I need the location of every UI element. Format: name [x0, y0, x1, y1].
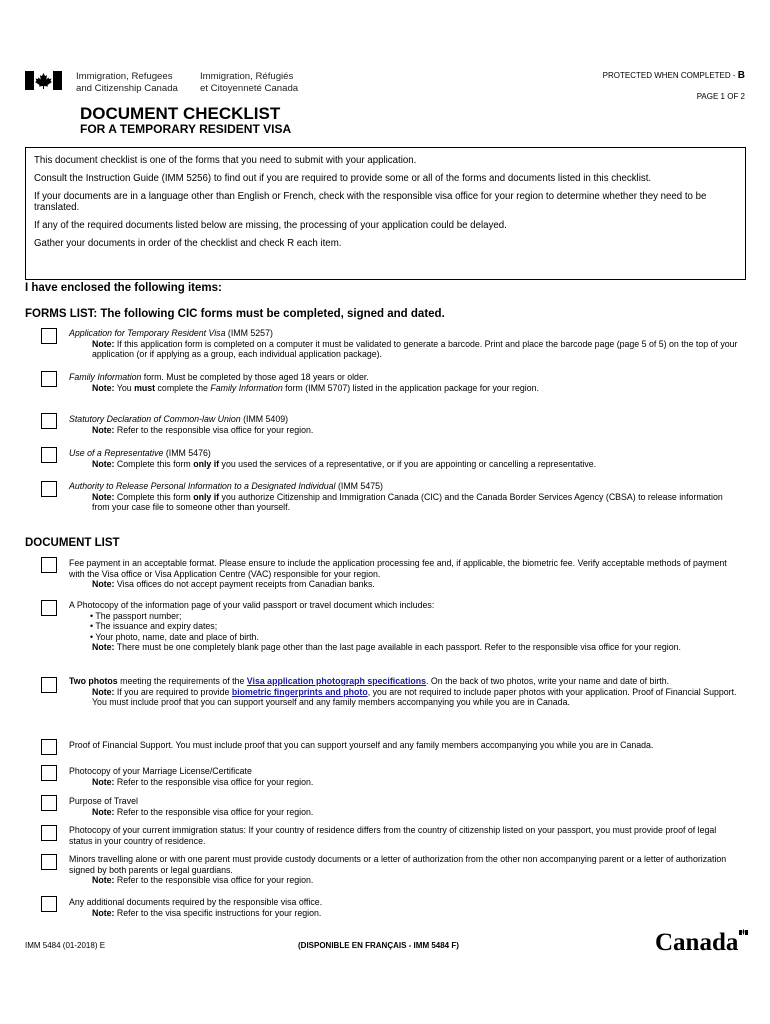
checkbox-purpose-of-travel[interactable] — [41, 795, 57, 811]
note-text: Refer to the visa specific instructions for your region. — [114, 907, 322, 918]
doc-text: Any additional documents required by the responsible visa office. — [69, 897, 323, 907]
note-text: Proof of Financial Support. You must include proof that you can support yourself and any family members accompanying you while you are in Canada. — [92, 686, 737, 708]
note-text: , you are not required to include paper photos with your application. — [367, 686, 630, 697]
protected-label — [603, 70, 745, 81]
bullet-item: • The passport number; — [90, 611, 739, 622]
form-item-imm5475 — [69, 481, 739, 513]
form-code-footer: IMM 5484 (01-2018) E — [25, 941, 106, 950]
doc-text: A Photocopy of the information page of your valid passport or travel document which includes: — [69, 600, 435, 610]
photo-specifications-link[interactable]: Visa application photograph specifications — [246, 676, 427, 686]
note-text: Complete this form — [114, 458, 194, 469]
form-code: (IMM 5257) — [225, 328, 273, 338]
note-text: Refer to the responsible visa office for your region. — [114, 806, 314, 817]
checkbox-fee-payment[interactable] — [41, 557, 57, 573]
checkbox-additional-documents[interactable] — [41, 896, 57, 912]
doc-text: . On the back of two photos, write your name and date of birth. — [426, 676, 670, 686]
protected-level: B — [737, 70, 745, 81]
note-text: you authorize Citizenship and Immigration Canada (CIC) and the Canada Border Services Agency (CBSA) to release information from your case file to someone other than yourself. — [92, 491, 723, 513]
note-label: Note: — [92, 686, 115, 697]
note-label: Note: — [92, 642, 115, 653]
dept-fr-line2: et Citoyenneté Canada — [200, 82, 299, 94]
canada-flag-logo — [25, 71, 62, 90]
french-availability-note: (DISPONIBLE EN FRANÇAIS - IMM 5484 F) — [298, 941, 459, 950]
note-text: complete the — [155, 382, 211, 393]
checkbox-financial-support[interactable] — [41, 739, 57, 755]
note-label: Note: — [92, 875, 115, 886]
note-text: You — [114, 382, 135, 393]
note-text: Complete this form — [114, 491, 194, 502]
checkbox-passport[interactable] — [41, 600, 57, 616]
forms-list-heading: FORMS LIST: The following CIC forms must be completed, signed and dated. — [25, 308, 445, 320]
dept-en-line1: Immigration, Refugees — [76, 71, 173, 82]
note-label: Note: — [92, 458, 115, 469]
note-text: Refer to the responsible visa office for your region. — [114, 875, 314, 886]
checkbox-imm5409[interactable] — [41, 413, 57, 429]
note-text: Refer to the responsible visa office for your region. — [114, 424, 314, 435]
note-emphasis: must — [134, 382, 156, 393]
note-label: Note: — [92, 338, 115, 349]
note-text: If you are required to provide — [114, 686, 232, 697]
checkbox-immigration-status[interactable] — [41, 825, 57, 841]
form-title: Statutory Declaration of Common-law Union — [69, 414, 241, 424]
note-label: Note: — [92, 424, 115, 435]
note-form-title: Family Information — [210, 382, 283, 393]
form-title: Authority to Release Personal Information to a Designated Individual — [69, 481, 336, 491]
doc-item-passport — [69, 600, 739, 653]
form-title: Application for Temporary Resident Visa — [69, 328, 226, 338]
note-emphasis: only if — [193, 491, 220, 502]
checkbox-family-information[interactable] — [41, 371, 57, 387]
doc-item-fee-payment — [69, 558, 739, 590]
intro-paragraph: Consult the Instruction Guide (IMM 5256) to find out if you are required to provide some or all of the forms and documents listed in this checklist. — [34, 173, 652, 184]
canada-wordmark-logo — [655, 928, 749, 954]
note-label: Note: — [92, 806, 115, 817]
checkbox-minors[interactable] — [41, 854, 57, 870]
biometrics-link[interactable]: biometric fingerprints and photo — [231, 686, 368, 697]
department-name-french — [200, 71, 298, 94]
doc-text: Photocopy of your Marriage License/Certificate — [69, 766, 252, 776]
intro-box — [25, 147, 746, 280]
bullet-item: • Your photo, name, date and place of birth. — [90, 632, 739, 643]
note-text: Visa offices do not accept payment receipts from Canadian banks. — [114, 579, 375, 590]
checkbox-two-photos[interactable] — [41, 677, 57, 693]
enclosed-heading: I have enclosed the following items: — [25, 282, 222, 294]
doc-item-additional-documents — [69, 897, 739, 918]
intro-paragraph: This document checklist is one of the forms that you need to submit with your application. — [34, 155, 417, 166]
form-title: Use of a Representative — [69, 448, 164, 458]
form-item-imm5476 — [69, 448, 739, 469]
note-label: Note: — [92, 579, 115, 590]
document-list-heading: DOCUMENT LIST — [25, 537, 120, 549]
page-title: DOCUMENT CHECKLIST — [80, 104, 281, 123]
doc-text: meeting the requirements of the — [117, 676, 247, 686]
form-code: form. Must be completed by those aged 18 years or older. — [141, 372, 369, 382]
note-text: form (IMM 5707) listed in the application package for your region. — [282, 382, 539, 393]
doc-text: Minors travelling alone or with one parent must provide custody documents or a letter of authorization from the other non accompanying parent or a letter of authorization signed by both parents or legal guardians. — [69, 854, 727, 875]
doc-item-marriage-license — [69, 766, 739, 787]
note-text: If this application form is completed on a computer it must be validated to generate a barcode. Print and place the barcode page (page 5 of 5) on the top of your application (or if applying as a group, each individual application package). — [92, 338, 738, 360]
intro-paragraph: If your documents are in a language other than English or French, check with the responsible visa office for your region to determine whether they need to be translated. — [34, 191, 707, 213]
doc-item-immigration-status: Photocopy of your current immigration status: If your country of residence differs from the country of citizenship listed on your passport, you must provide proof of legal status in your country of residence. — [69, 825, 717, 846]
doc-item-purpose-of-travel — [69, 796, 739, 817]
doc-item-minors — [69, 854, 739, 886]
bullet-item: • The issuance and expiry dates; — [90, 621, 739, 632]
form-item-imm5257 — [69, 328, 739, 360]
form-code: (IMM 5409) — [240, 414, 289, 424]
intro-paragraph: Gather your documents in order of the checklist and check R each item. — [34, 238, 342, 249]
checkbox-imm5476[interactable] — [41, 447, 57, 463]
note-emphasis: only if — [193, 458, 220, 469]
dept-fr-line1: Immigration, Réfugiés — [200, 71, 294, 82]
dept-en-line2: and Citizenship Canada — [76, 82, 178, 94]
checkbox-imm5475[interactable] — [41, 481, 57, 497]
wordmark-text: Canada — [655, 929, 739, 954]
doc-emphasis: Two photos — [69, 676, 118, 686]
page-number: PAGE 1 OF 2 — [696, 92, 745, 101]
passport-bullets — [69, 611, 739, 643]
form-code: (IMM 5475) — [335, 481, 383, 491]
doc-text: Fee payment in an acceptable format. Please ensure to include the application processing fee and, if applicable, the biometric fee. Verify acceptable methods of payment with the Visa office or Visa Application Centre (VAC) responsible for your region. — [69, 558, 727, 579]
form-item-imm5409 — [69, 414, 739, 435]
doc-item-financial-support: Proof of Financial Support. You must include proof that you can support yourself and any family members accompanying you while you are in Canada. — [69, 740, 654, 750]
note-text: Refer to the responsible visa office for your region. — [114, 776, 314, 787]
form-code: (IMM 5476) — [163, 448, 211, 458]
note-label: Note: — [92, 776, 115, 787]
protected-text: PROTECTED WHEN COMPLETED - — [602, 71, 738, 80]
checkbox-marriage-license[interactable] — [41, 765, 57, 781]
form-title: Family Information — [69, 372, 142, 382]
note-label: Note: — [92, 491, 115, 502]
intro-paragraph: If any of the required documents listed below are missing, the processing of your application could be delayed. — [34, 220, 507, 231]
doc-text: Purpose of Travel — [69, 796, 138, 806]
form-item-family-information — [69, 372, 739, 393]
note-text: you used the services of a representative, or if you are appointing or cancelling a representative. — [219, 458, 597, 469]
note-text: There must be one completely blank page other than the last page available in each passport. Refer to the responsible visa office for your region. — [114, 642, 681, 653]
note-label: Note: — [92, 382, 115, 393]
page-subtitle: FOR A TEMPORARY RESIDENT VISA — [80, 122, 292, 136]
doc-item-two-photos — [69, 676, 739, 708]
note-label: Note: — [92, 907, 115, 918]
checkbox-imm5257[interactable] — [41, 328, 57, 344]
department-name-english — [76, 71, 178, 94]
